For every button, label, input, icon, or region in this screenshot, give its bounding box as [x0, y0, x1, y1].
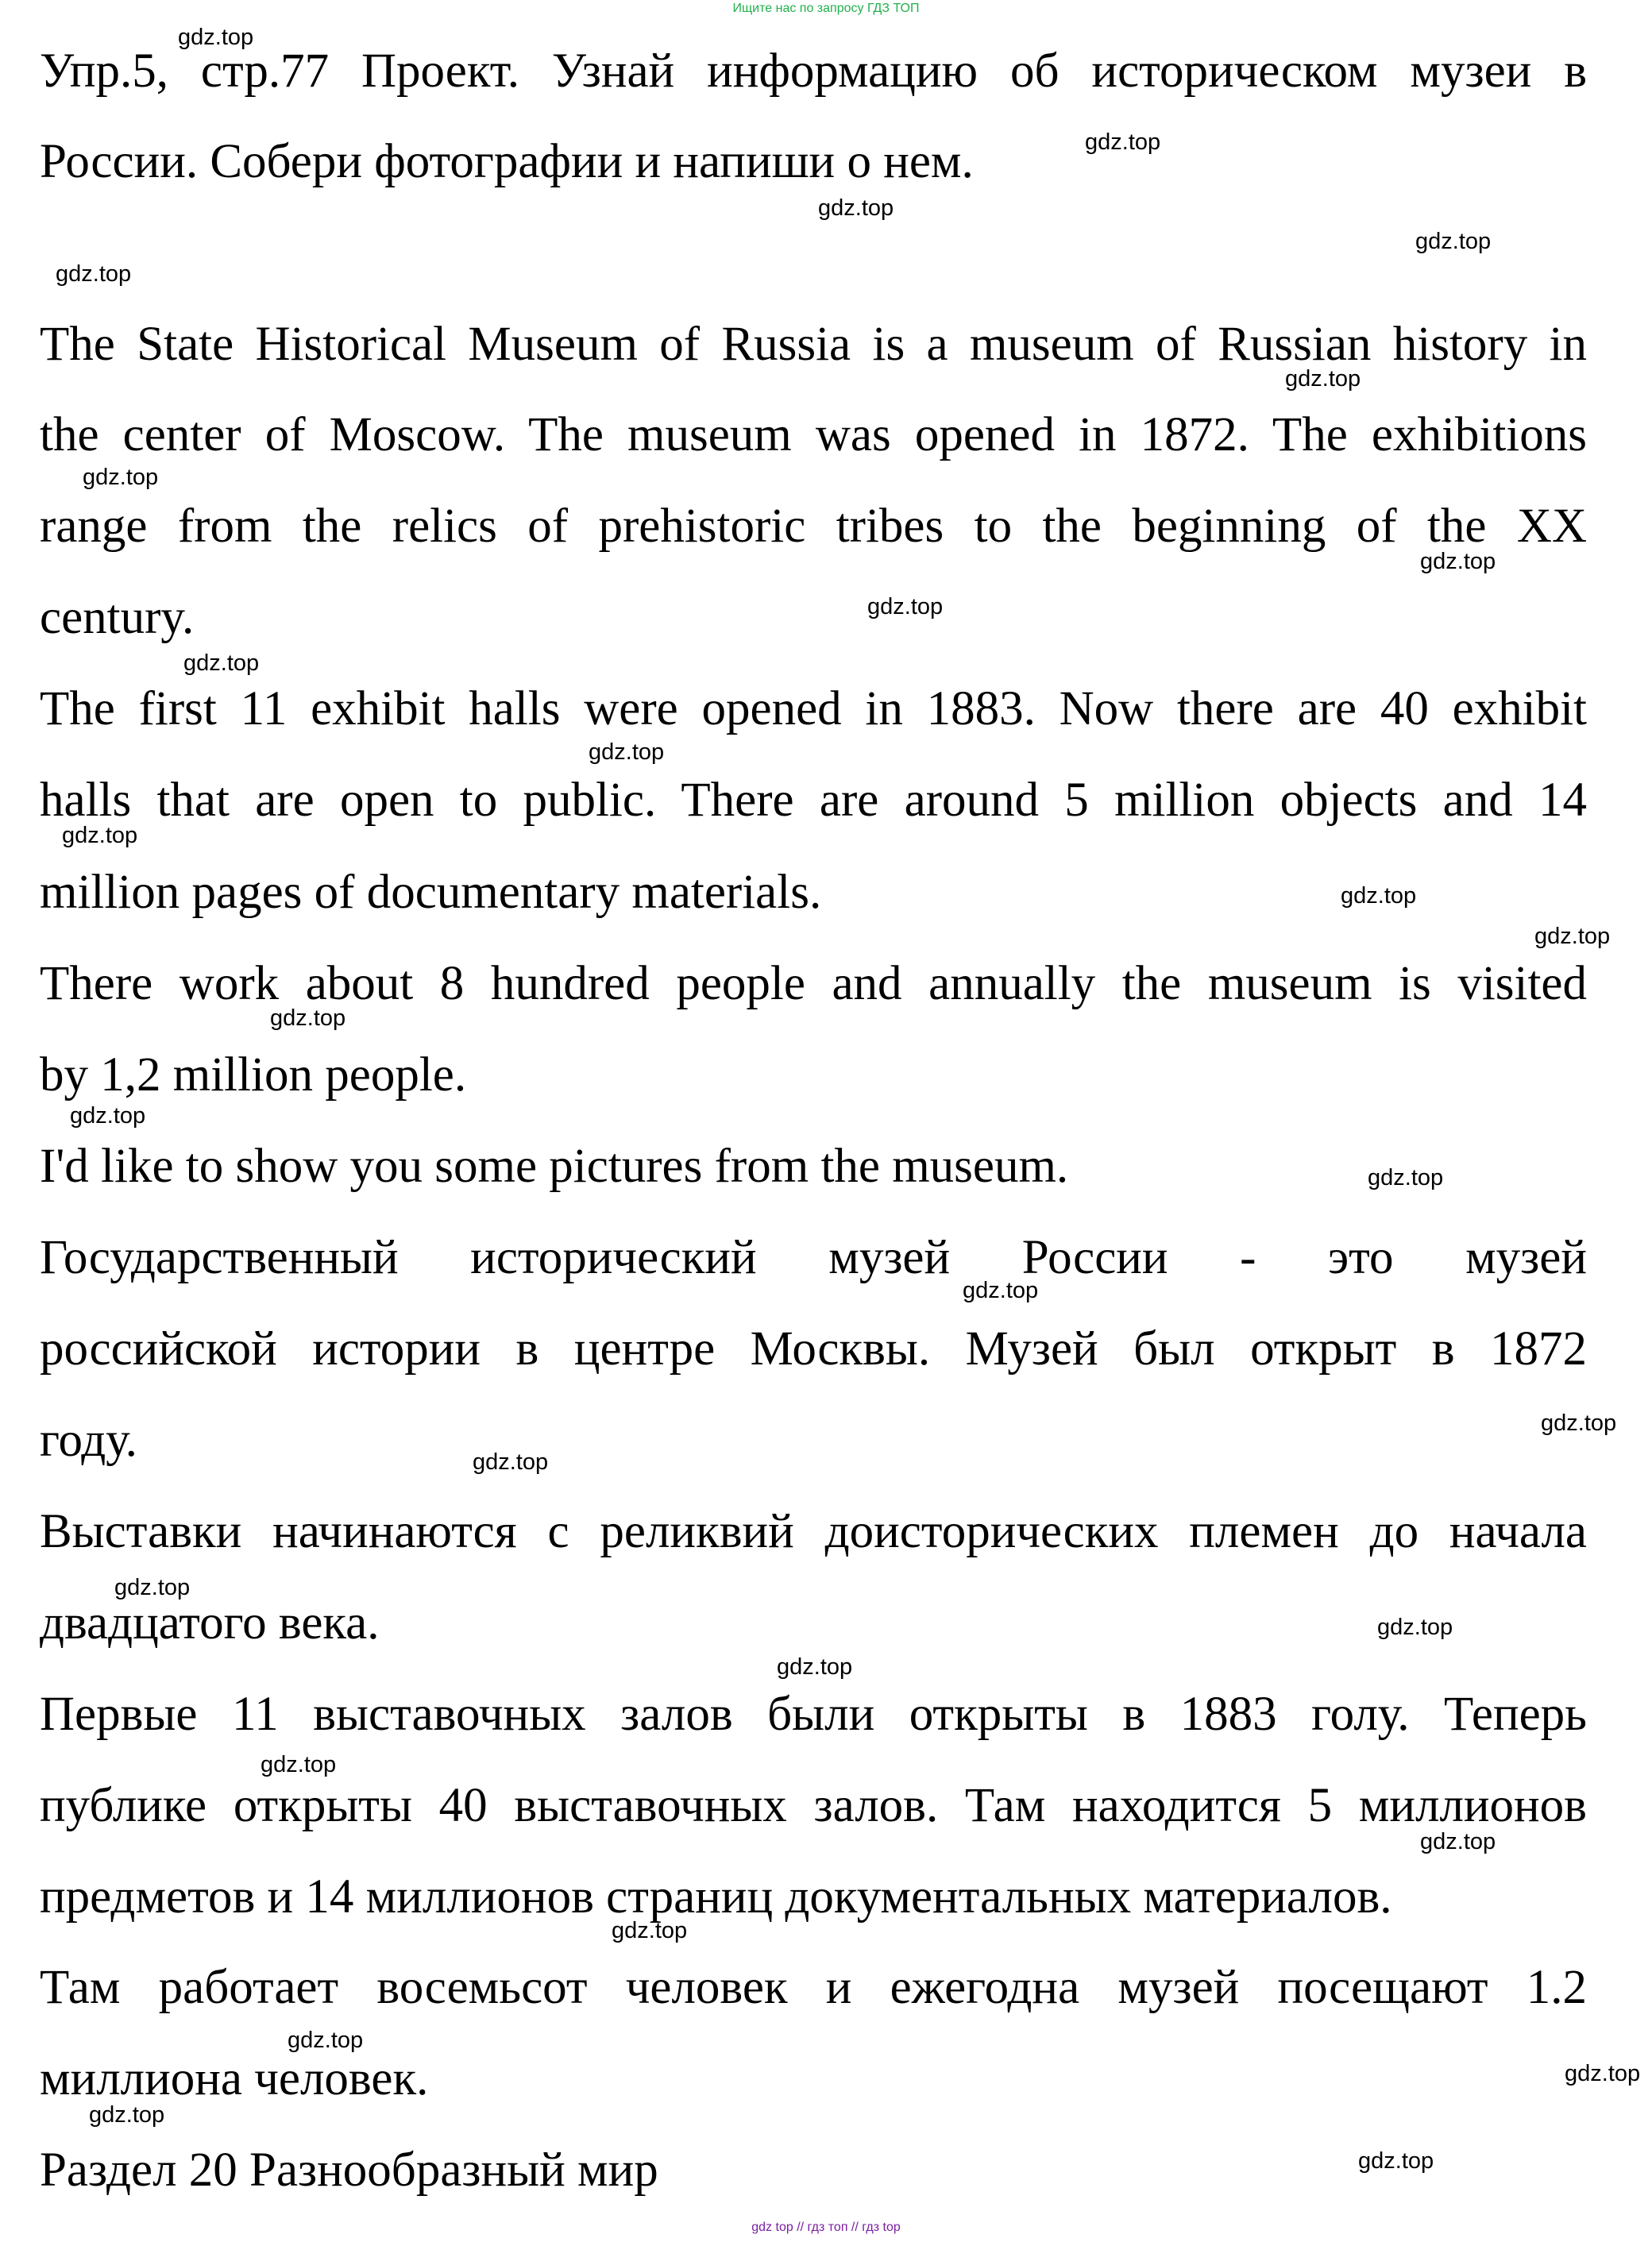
footer-watermark: gdz top // гдз топ // гдз top	[751, 2221, 901, 2234]
text-line: миллиона человек.	[40, 2052, 429, 2105]
text-line: The State Historical Museum of Russia is a museum of Russian history in	[40, 318, 1587, 371]
watermark: gdz.top	[270, 1005, 346, 1031]
watermark: gdz.top	[288, 2028, 364, 2053]
text-line: halls that are open to public. There are around 5 million objects and 14	[40, 774, 1587, 827]
watermark: gdz.top	[1285, 366, 1361, 392]
watermark: gdz.top	[261, 1752, 337, 1777]
watermark: gdz.top	[1420, 1829, 1496, 1854]
watermark: gdz.top	[963, 1278, 1039, 1303]
text-line: Упр.5, стр.77 Проект. Узнай информацию об историческом музеи в	[40, 44, 1587, 98]
watermark: gdz.top	[777, 1654, 853, 1680]
text-line: century.	[40, 591, 195, 644]
watermark: gdz.top	[818, 195, 894, 221]
watermark: gdz.top	[612, 1918, 688, 1943]
text-line: Государственный исторический музей России - это музей	[40, 1231, 1587, 1284]
text-line: публике открыты 40 выставочных залов. Там находится 5 миллионов	[40, 1779, 1587, 1832]
text-line: российской истории в центре Москвы. Музей был открыт в 1872	[40, 1322, 1587, 1376]
watermark: gdz.top	[70, 1103, 146, 1129]
watermark: gdz.top	[1377, 1615, 1453, 1640]
text-line: Там работает восемьсот человек и ежегодна музей посещают 1.2	[40, 1961, 1587, 2014]
text-line: двадцатого века.	[40, 1596, 380, 1650]
text-line: I'd like to show you some pictures from the museum.	[40, 1140, 1069, 1193]
text-line: Раздел 20 Разнообразный мир	[40, 2144, 658, 2197]
watermark: gdz.top	[1534, 924, 1611, 949]
top-banner: Ищите нас по запросу ГДЗ ТОП	[732, 2, 920, 15]
text-line: by 1,2 million people.	[40, 1048, 467, 1102]
watermark: gdz.top	[589, 739, 665, 765]
watermark: gdz.top	[1541, 1410, 1617, 1436]
watermark: gdz.top	[1085, 129, 1161, 155]
watermark: gdz.top	[89, 2102, 165, 2128]
watermark: gdz.top	[473, 1449, 549, 1475]
watermark: gdz.top	[1420, 549, 1496, 574]
watermark: gdz.top	[867, 594, 944, 619]
text-line: There work about 8 hundred people and annually the museum is visited	[40, 957, 1587, 1010]
text-line: году.	[40, 1414, 137, 1467]
watermark: gdz.top	[1415, 229, 1492, 254]
text-line: range from the relics of prehistoric tribes to the beginning of the XX	[40, 500, 1587, 553]
watermark: gdz.top	[1565, 2061, 1641, 2086]
text-line: Первые 11 выставочных залов были открыты в 1883 голу. Теперь	[40, 1688, 1587, 1741]
text-line: предметов и 14 миллионов страниц документальных материалов.	[40, 1870, 1392, 1924]
text-line: the center of Moscow. The museum was opened in 1872. The exhibitions	[40, 408, 1587, 461]
watermark: gdz.top	[56, 261, 132, 287]
watermark: gdz.top	[1341, 883, 1417, 909]
text-line: Выставки начинаются с реликвий доисторических племен до начала	[40, 1505, 1587, 1558]
watermark: gdz.top	[1358, 2148, 1434, 2174]
text-line: России. Собери фотографии и напиши о нем.	[40, 135, 974, 188]
watermark: gdz.top	[62, 823, 138, 848]
watermark: gdz.top	[1368, 1165, 1444, 1190]
watermark: gdz.top	[83, 465, 159, 490]
watermark: gdz.top	[114, 1575, 191, 1600]
watermark: gdz.top	[178, 25, 254, 50]
watermark: gdz.top	[183, 650, 260, 676]
text-line: million pages of documentary materials.	[40, 866, 822, 919]
text-line: The first 11 exhibit halls were opened in 1883. Now there are 40 exhibit	[40, 682, 1587, 735]
